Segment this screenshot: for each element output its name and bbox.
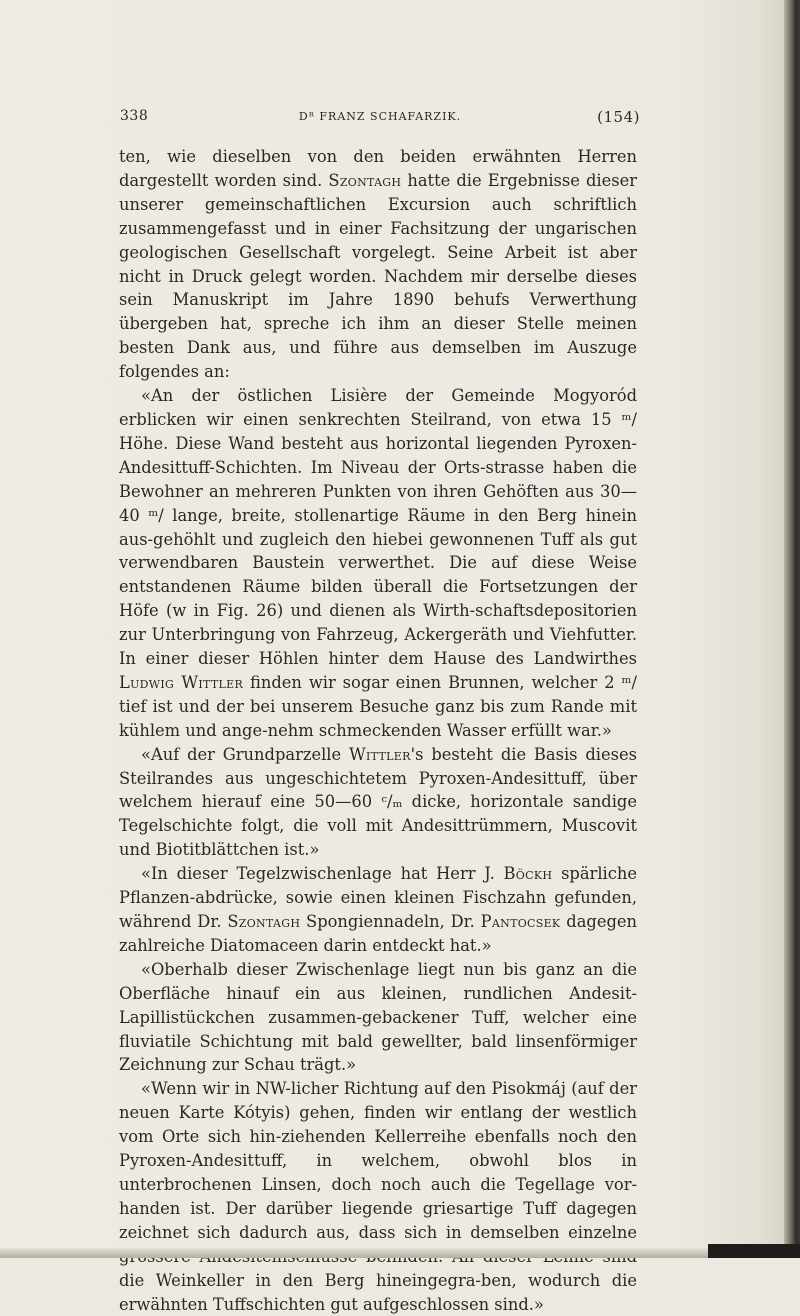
paragraph <box>119 862 637 958</box>
text-run: hatte die Ergebnisse dieser unserer gemeinschaftlichen Excursion auch schriftlich zusammengefasst und in einer Fachsitzung der ungarischen geologischen Gesellschaft vorgelegt. Seine Arbeit ist aber nicht in Druck gelegt worden. Nachdem mir derselbe dieses sein Manuskript im Jahre 1890 behufs Verwerthung übergeben hat, spreche ich ihm an dieser Stelle meinen besten Dank aus, und führe aus demselben im Auszuge folgendes an: <box>119 170 637 382</box>
paragraph <box>119 384 637 743</box>
paragraph <box>119 958 637 1078</box>
text-run: «In dieser Tegelzwischenlage hat Herr J. <box>141 864 504 884</box>
person-name: Pantocsek <box>480 912 561 931</box>
scan-corner-mark <box>708 1244 800 1258</box>
text-run: dagegen zahlreiche Diatomaceen darin entdeckt hat.» <box>119 912 638 955</box>
person-name: Szontagh <box>227 912 301 931</box>
text-run: Spongiennadeln, Dr. <box>300 912 481 931</box>
person-name: Ludwig Wittler <box>119 672 244 692</box>
running-title: Dᴿ FRANZ SCHAFARZIK. <box>298 110 462 123</box>
text-run: «Wenn wir in NW-licher Richtung auf den Pisokmáj (auf der neuen Karte Kótyis) gehen, finden wir entlang der westlich vom Orte sich hin-ziehenden Kellerreihe ebenfalls noch den Pyroxen-Andesittuff, in welchem, obwohl blos in unterbrochenen Linsen, doch noch auch die Tegellage vor-handen ist. Der darüber liegende griesartige Tuff dagegen zeichnet sich dadurch aus, dass sich in demselben einzelne die Weinkeller in den Berg hineingegra-ben, wodurch die erwähnten Tuffschichten gut aufgeschlossen sind.» <box>119 1079 637 1314</box>
paragraph <box>119 1077 637 1316</box>
paragraph <box>119 743 637 863</box>
page-bottom-edge <box>0 1248 800 1258</box>
section-number: (154) <box>597 108 640 126</box>
page-edge-shadow <box>784 0 800 1258</box>
person-name: Böckh <box>503 864 553 884</box>
body-text <box>119 145 637 1316</box>
running-head <box>120 108 640 130</box>
text-run: «Auf der Grundparzelle <box>141 744 349 764</box>
person-name: Szontagh <box>328 170 402 190</box>
text-run: «An der östlichen Lisière der Gemeinde Mogyoród erblicken wir einen senkrechten Steilrand, von etwa 15 ᵐ/ Höhe. Diese Wand besteht aus horizontal liegenden Pyroxen-Andesittuff-Schichten. Im Niveau der Orts-strasse haben die Bewohner an mehreren Punkten von ihren Gehöften aus 30—40 ᵐ/ lange, breite, stollenartige Räume in den Berg hinein aus-gehöhlt und zugleich den hiebei gewonnenen Tuff als gut verwendbaren Baustein verwerthet. Die auf diese Weise entstandenen Räume bilden überall die Fortsetzungen der Höfe (w in Fig. 26) und dienen als Wirth-schaftsdepositorien zur Unterbringung von Fahrzeug, Ackergeräth und Viehfutter. In einer dieser Höhlen hinter dem Hause des Landwirthes <box>119 386 637 669</box>
text-run: finden wir sogar einen Brunnen, welcher 2 ᵐ/ tief ist und der bei unserem Besuche ganz bis zum Rande mit kühlem und ange-nehm schmeckenden Wasser erfüllt war.» <box>119 672 637 740</box>
page-number: 338 <box>120 108 149 124</box>
text-run: 's besteht die Basis dieses Steilrandes aus ungeschichtetem Pyroxen-Andesittuff, über welchem hierauf eine 50—60 ᶜ/ₘ dicke, horizontale sandige Tegelschichte folgt, die voll mit Andesittrümmern, Muscovit und Biotitblättchen ist.» <box>119 744 637 860</box>
paragraph <box>119 145 637 384</box>
text-run: spärliche Pflanzen-abdrücke, sowie einen kleinen Fischzahn gefunden, während Dr. <box>119 864 637 931</box>
person-name: Wittler <box>348 744 411 764</box>
text-run: ten, wie dieselben von den beiden erwähnten Herren dargestellt worden sind. <box>119 147 637 190</box>
text-run: «Oberhalb dieser Zwischenlage liegt nun bis ganz an die Oberfläche hinauf ein aus kleinen, rundlichen Andesit-Lapillistückchen zusammen-gebackener Tuff, welcher eine fluviatile Schichtung mit bald gewellter, bald linsenförmiger Zeichnung zur Schau trägt.» <box>119 959 637 1075</box>
